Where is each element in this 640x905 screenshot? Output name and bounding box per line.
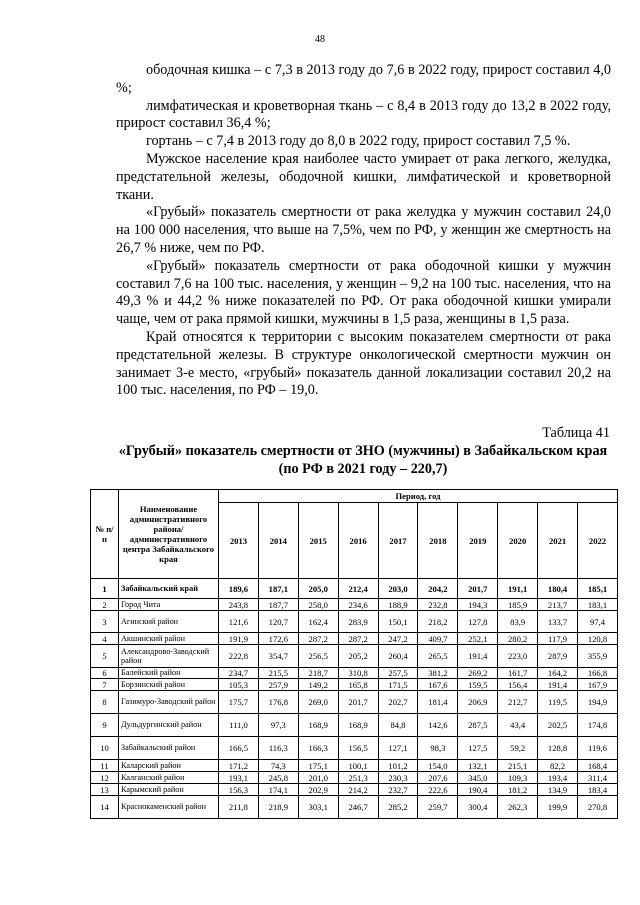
- row-value: 185,1: [578, 579, 618, 599]
- row-value: 121,6: [219, 611, 259, 633]
- table-row: [91, 760, 618, 772]
- row-number: 2: [91, 599, 119, 611]
- row-value: 101,2: [378, 760, 418, 772]
- row-value: 171,2: [219, 760, 259, 772]
- row-value: 120,7: [258, 611, 298, 633]
- row-district-name: Дульдургинский район: [119, 714, 219, 737]
- row-value: 172,6: [258, 633, 298, 645]
- row-value: 247,2: [378, 633, 418, 645]
- row-value: 167,6: [418, 679, 458, 691]
- paragraph: Край относятся к территории с высоким показателем смертности от рака предстательной железы. В структуре онкологической смертности мужчин он занимает 3-е место, «грубый» показатель данной локализации составил 20,2 на 100 тыс. населения, по РФ – 19,0.: [116, 328, 611, 399]
- row-number: 13: [91, 784, 119, 796]
- row-value: 260,4: [378, 645, 418, 668]
- header-year: 2013: [219, 503, 259, 579]
- row-value: 176,8: [258, 691, 298, 714]
- row-value: 149,2: [298, 679, 338, 691]
- table-row: [91, 679, 618, 691]
- row-value: 215,1: [498, 760, 538, 772]
- row-value: 218,9: [258, 796, 298, 819]
- row-value: 193,4: [538, 772, 578, 784]
- row-value: 128,8: [538, 737, 578, 760]
- row-value: 202,9: [298, 784, 338, 796]
- row-value: 171,5: [378, 679, 418, 691]
- row-value: 202,7: [378, 691, 418, 714]
- row-number: 9: [91, 714, 119, 737]
- row-value: 83,9: [498, 611, 538, 633]
- row-value: 127,5: [458, 737, 498, 760]
- row-value: 174,1: [258, 784, 298, 796]
- row-value: 111,0: [219, 714, 259, 737]
- row-value: 280,2: [498, 633, 538, 645]
- row-number: 5: [91, 645, 119, 668]
- row-value: 234,6: [338, 599, 378, 611]
- row-value: 98,3: [418, 737, 458, 760]
- row-value: 134,9: [538, 784, 578, 796]
- row-value: 354,7: [258, 645, 298, 668]
- row-value: 355,9: [578, 645, 618, 668]
- row-value: 199,9: [538, 796, 578, 819]
- row-number: 7: [91, 679, 119, 691]
- row-value: 105,3: [219, 679, 259, 691]
- table-header-row: [91, 490, 618, 503]
- row-value: 230,3: [378, 772, 418, 784]
- row-value: 162,4: [298, 611, 338, 633]
- row-district-name: Карымский район: [119, 784, 219, 796]
- row-value: 183,4: [578, 784, 618, 796]
- row-value: 161,7: [498, 668, 538, 679]
- row-value: 142,6: [418, 714, 458, 737]
- row-value: 181,2: [498, 784, 538, 796]
- row-value: 167,9: [578, 679, 618, 691]
- row-value: 381,2: [418, 668, 458, 679]
- row-value: 265,5: [418, 645, 458, 668]
- row-value: 59,2: [498, 737, 538, 760]
- table-title: «Грубый» показатель смертности от ЗНО (мужчины) в Забайкальском края (по РФ в 2021 году – 220,7): [118, 443, 608, 477]
- row-value: 257,5: [378, 668, 418, 679]
- row-value: 223,0: [498, 645, 538, 668]
- row-value: 287,9: [538, 645, 578, 668]
- row-number: 1: [91, 579, 119, 599]
- row-value: 109,3: [498, 772, 538, 784]
- table-row: [91, 579, 618, 599]
- row-value: 202,5: [538, 714, 578, 737]
- paragraph: «Грубый» показатель смертности от рака ободочной кишки у мужчин составил 7,6 на 100 тыс. населения, у женщин – 9,2 на 100 тыс. населения, что на 49,3 % и 44,2 % ниже показателей по РФ. От рака ободочной кишки умирали чаще, чем от рака прямой кишки, мужчины в 1,5 раза, женщины в 1,5 раза.: [116, 257, 611, 328]
- row-district-name: Акшинский район: [119, 633, 219, 645]
- row-value: 164,2: [538, 668, 578, 679]
- row-value: 188,9: [378, 599, 418, 611]
- row-value: 97,4: [578, 611, 618, 633]
- row-value: 97,3: [258, 714, 298, 737]
- table-row: [91, 691, 618, 714]
- row-value: 74,3: [258, 760, 298, 772]
- row-value: 127,1: [378, 737, 418, 760]
- row-value: 194,9: [578, 691, 618, 714]
- row-value: 269,0: [298, 691, 338, 714]
- row-value: 283,9: [338, 611, 378, 633]
- row-value: 258,0: [298, 599, 338, 611]
- row-number: 3: [91, 611, 119, 633]
- row-value: 285,2: [378, 796, 418, 819]
- row-value: 243,8: [219, 599, 259, 611]
- row-value: 194,3: [458, 599, 498, 611]
- row-value: 166,5: [219, 737, 259, 760]
- paragraph: Мужское население края наиболее часто умирает от рака легкого, желудка, предстательной железы, ободочной кишки, лимфатической и кроветворной ткани.: [116, 150, 611, 203]
- row-value: 191,4: [538, 679, 578, 691]
- row-value: 127,8: [458, 611, 498, 633]
- row-value: 174,8: [578, 714, 618, 737]
- row-value: 287,2: [338, 633, 378, 645]
- row-value: 201,7: [338, 691, 378, 714]
- row-number: 12: [91, 772, 119, 784]
- row-value: 156,3: [219, 784, 259, 796]
- header-year: 2020: [498, 503, 538, 579]
- row-value: 287,5: [458, 714, 498, 737]
- row-value: 191,9: [219, 633, 259, 645]
- row-value: 205,0: [298, 579, 338, 599]
- table-row: [91, 645, 618, 668]
- row-value: 150,1: [378, 611, 418, 633]
- row-value: 310,8: [338, 668, 378, 679]
- row-value: 100,1: [338, 760, 378, 772]
- table-row: [91, 668, 618, 679]
- table-body: [91, 579, 618, 819]
- row-number: 11: [91, 760, 119, 772]
- row-value: 187,1: [258, 579, 298, 599]
- header-year: 2021: [538, 503, 578, 579]
- row-district-name: Балейский район: [119, 668, 219, 679]
- row-value: 214,2: [338, 784, 378, 796]
- row-number: 14: [91, 796, 119, 819]
- row-district-name: Город Чита: [119, 599, 219, 611]
- row-value: 119,6: [578, 737, 618, 760]
- row-number: 8: [91, 691, 119, 714]
- row-value: 212,4: [338, 579, 378, 599]
- row-value: 204,2: [418, 579, 458, 599]
- row-number: 4: [91, 633, 119, 645]
- row-district-name: Борзинский район: [119, 679, 219, 691]
- header-year: 2018: [418, 503, 458, 579]
- header-name: Наименование административного района/ административного центра Забайкальского края: [119, 490, 219, 579]
- row-value: 205,2: [338, 645, 378, 668]
- row-value: 232,7: [378, 784, 418, 796]
- row-value: 203,0: [378, 579, 418, 599]
- row-value: 181,4: [418, 691, 458, 714]
- header-year: 2017: [378, 503, 418, 579]
- row-value: 213,7: [538, 599, 578, 611]
- header-year: 2019: [458, 503, 498, 579]
- row-value: 190,4: [458, 784, 498, 796]
- row-value: 116,3: [258, 737, 298, 760]
- row-value: 212,7: [498, 691, 538, 714]
- table-row: [91, 599, 618, 611]
- row-value: 185,9: [498, 599, 538, 611]
- row-district-name: Забайкальский район: [119, 737, 219, 760]
- row-value: 345,0: [458, 772, 498, 784]
- row-value: 120,8: [578, 633, 618, 645]
- row-value: 166,8: [578, 668, 618, 679]
- row-value: 270,8: [578, 796, 618, 819]
- row-value: 262,3: [498, 796, 538, 819]
- row-value: 119,5: [538, 691, 578, 714]
- row-value: 201,7: [458, 579, 498, 599]
- row-value: 246,7: [338, 796, 378, 819]
- row-value: 154,0: [418, 760, 458, 772]
- row-district-name: Газимуро-Заводский район: [119, 691, 219, 714]
- header-year: 2016: [338, 503, 378, 579]
- row-value: 201,0: [298, 772, 338, 784]
- row-value: 234,7: [219, 668, 259, 679]
- row-value: 168,9: [338, 714, 378, 737]
- row-value: 207,6: [418, 772, 458, 784]
- row-value: 82,2: [538, 760, 578, 772]
- paragraph: гортань – с 7,4 в 2013 году до 8,0 в 2022 году, прирост составил 7,5 %.: [146, 133, 571, 150]
- row-value: 218,2: [418, 611, 458, 633]
- table-row: [91, 714, 618, 737]
- row-value: 256,5: [298, 645, 338, 668]
- row-value: 252,1: [458, 633, 498, 645]
- row-value: 156,5: [338, 737, 378, 760]
- row-value: 300,4: [458, 796, 498, 819]
- table-row: [91, 611, 618, 633]
- row-value: 189,6: [219, 579, 259, 599]
- header-year: 2014: [258, 503, 298, 579]
- row-value: 117,9: [538, 633, 578, 645]
- row-value: 211,8: [219, 796, 259, 819]
- body-text: [116, 62, 611, 400]
- row-value: 133,7: [538, 611, 578, 633]
- paragraph: ободочная кишка – с 7,3 в 2013 году до 7,6 в 2022 году, прирост составил 4,0 %;: [116, 62, 611, 96]
- row-value: 191,4: [458, 645, 498, 668]
- row-district-name: Краснокаменский район: [119, 796, 219, 819]
- row-value: 222,6: [418, 784, 458, 796]
- row-value: 222,8: [219, 645, 259, 668]
- row-district-name: Александрово-Заводский район: [119, 645, 219, 668]
- row-value: 206,9: [458, 691, 498, 714]
- row-value: 159,5: [458, 679, 498, 691]
- row-value: 132,1: [458, 760, 498, 772]
- row-value: 259,7: [418, 796, 458, 819]
- row-district-name: Каларский район: [119, 760, 219, 772]
- row-value: 193,1: [219, 772, 259, 784]
- table-row: [91, 737, 618, 760]
- row-value: 175,1: [298, 760, 338, 772]
- row-value: 165,8: [338, 679, 378, 691]
- row-value: 251,3: [338, 772, 378, 784]
- row-value: 191,1: [498, 579, 538, 599]
- row-number: 6: [91, 668, 119, 679]
- table-label: Таблица 41: [542, 425, 610, 441]
- row-value: 168,9: [298, 714, 338, 737]
- row-value: 180,4: [538, 579, 578, 599]
- table-row: [91, 796, 618, 819]
- header-year: 2022: [578, 503, 618, 579]
- row-value: 156,4: [498, 679, 538, 691]
- table-row: [91, 784, 618, 796]
- row-value: 287,2: [298, 633, 338, 645]
- mortality-table: [90, 489, 618, 819]
- header-num: № п/п: [91, 490, 119, 579]
- row-value: 245,8: [258, 772, 298, 784]
- page-number: 48: [315, 34, 325, 45]
- row-value: 183,1: [578, 599, 618, 611]
- row-value: 175,7: [219, 691, 259, 714]
- row-value: 232,8: [418, 599, 458, 611]
- row-value: 166,3: [298, 737, 338, 760]
- row-district-name: Агинский район: [119, 611, 219, 633]
- row-value: 257,9: [258, 679, 298, 691]
- row-value: 218,7: [298, 668, 338, 679]
- row-value: 84,8: [378, 714, 418, 737]
- row-value: 43,4: [498, 714, 538, 737]
- row-value: 187,7: [258, 599, 298, 611]
- paragraph: «Грубый» показатель смертности от рака желудка у мужчин составил 24,0 на 100 000 населения, что выше на 7,5%, чем по РФ, у женщин же смертность на 26,7 % ниже, чем по РФ.: [116, 204, 611, 256]
- table-row: [91, 633, 618, 645]
- table-row: [91, 772, 618, 784]
- row-value: 215,5: [258, 668, 298, 679]
- row-value: 269,2: [458, 668, 498, 679]
- row-value: 303,1: [298, 796, 338, 819]
- row-value: 168,4: [578, 760, 618, 772]
- row-district-name: Забайкальский край: [119, 579, 219, 599]
- header-year: 2015: [298, 503, 338, 579]
- row-value: 311,4: [578, 772, 618, 784]
- row-number: 10: [91, 737, 119, 760]
- paragraph: лимфатическая и кроветворная ткань – с 8,4 в 2013 году до 13,2 в 2022 году, прирост составил 36,4 %;: [116, 97, 611, 132]
- row-value: 409,7: [418, 633, 458, 645]
- header-period: Период, год: [219, 490, 618, 503]
- row-district-name: Калганский район: [119, 772, 219, 784]
